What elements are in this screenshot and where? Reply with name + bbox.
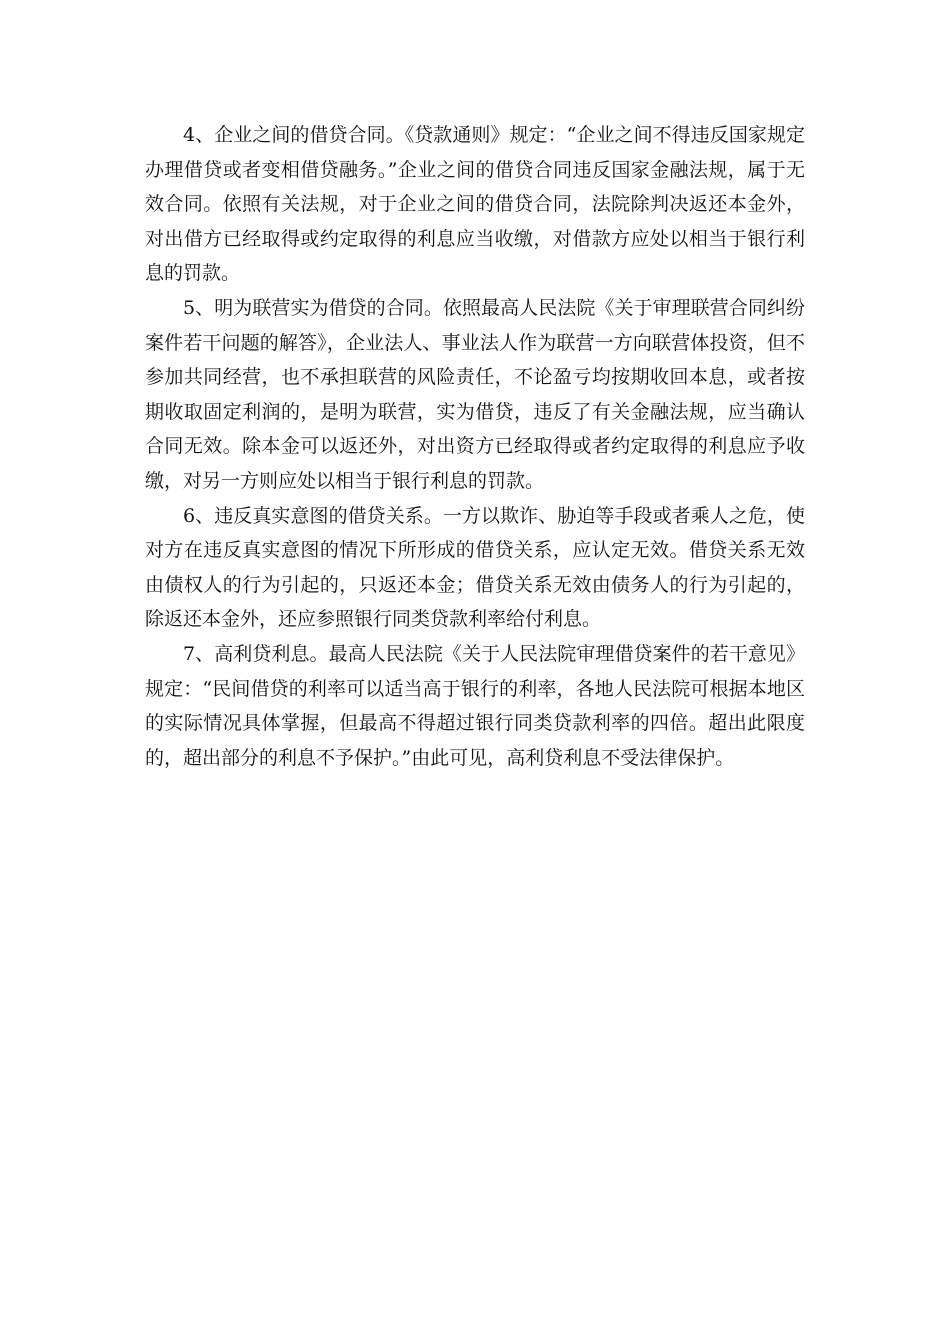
body-text: [145, 118, 805, 775]
paragraph-4-enterprise-loan-contracts: 4、企业之间的借贷合同。《贷款通则》规定：“企业之间不得违反国家规定办理借贷或者变相借贷融务。”企业之间的借贷合同违反国家金融法规，属于无效合同。依照有关法规，对于企业之间的借贷合同，法院除判决返还本金外，对出借方已经取得或约定取得的利息应当收缴，对借款方应处以相当于银行利息的罚款。: [145, 124, 805, 285]
paragraph-6-against-true-intent-loans: 6、违反真实意图的借贷关系。一方以欺诈、胁迫等手段或者乘人之危，使对方在违反真实意图的情况下所形成的借贷关系，应认定无效。借贷关系无效由债权人的行为引起的，只返还本金；借贷关系无效由债务人的行为引起的，除返还本金外，还应参照银行同类贷款利率给付利息。: [145, 504, 805, 631]
paragraph-5-joint-venture-loan-contracts: 5、明为联营实为借贷的合同。依照最高人民法院《关于审理联营合同纠纷案件若干问题的解答》，企业法人、事业法人作为联营一方向联营体投资，但不参加共同经营，也不承担联营的风险责任，不论盈亏均按期收回本息，或者按期收取固定利润的，是明为联营，实为借贷，违反了有关金融法规，应当确认合同无效。除本金可以返还外，对出资方已经取得或者约定取得的利息应予收缴，对另一方则应处以相当于银行利息的罚款。: [145, 296, 805, 492]
paragraph-7-usury-interest: 7、高利贷利息。最高人民法院《关于人民法院审理借贷案件的若干意见》规定：“民间借贷的利率可以适当高于银行的利率，各地人民法院可根据本地区的实际情况具体掌握，但最高不得超过银行同类贷款利率的四倍。超出此限度的，超出部分的利息不予保护。”由此可见，高利贷利息不受法律保护。: [145, 642, 805, 769]
